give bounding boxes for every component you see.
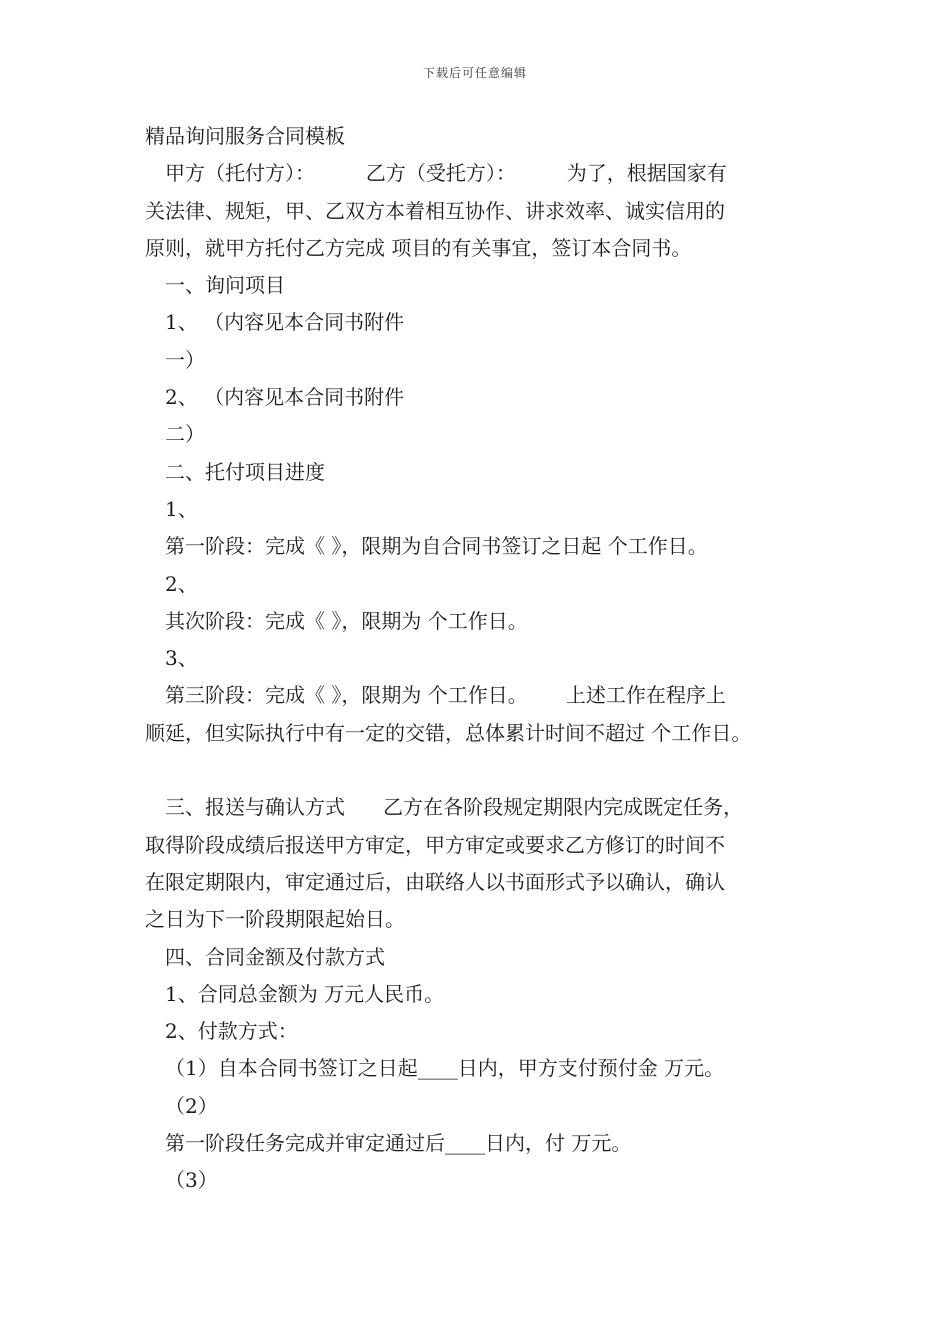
section1-heading: 一、询问项目 [165, 273, 285, 298]
section2-number-3: 3、 [165, 646, 198, 671]
document-title: 精品询问服务合同模板 [145, 124, 345, 148]
section4-payment2-text: 第一阶段任务完成并审定通过后____日内，付 万元。 [165, 1131, 632, 1156]
section4-payment2-label: （2） [165, 1093, 218, 1118]
section4-heading: 四、合同金额及付款方式 [165, 944, 385, 969]
section2-stage3-line2: 顺延，但实际执行中有一定的交错，总体累计时间不超过 个工作日。 [145, 720, 752, 745]
section1-item1-line2: 一） [165, 347, 205, 372]
section3-line3: 在限定期限内，审定通过后，由联络人以书面形式予以确认，确认 [145, 869, 725, 894]
section4-payment3-label: （3） [165, 1168, 218, 1193]
section2-stage3-line1: 第三阶段：完成《 》，限期为 个工作日。 上述工作在程序上 [165, 683, 726, 708]
intro-line-2: 关法律、规矩，甲、乙双方本着相互协作、讲求效率、诚实信用的 [145, 198, 725, 223]
intro-line-3: 原则，就甲方托付乙方完成 项目的有关事宜，签订本合同书。 [145, 235, 692, 260]
section2-heading: 二、托付项目进度 [165, 459, 325, 484]
section4-payment1: （1）自本合同书签订之日起____日内，甲方支付预付金 万元。 [165, 1056, 725, 1081]
contract-body [145, 118, 820, 1200]
section2-stage1: 第一阶段：完成《 》，限期为自合同书签订之日起 个工作日。 [165, 534, 708, 559]
page-header-note: 下载后可任意编辑 [422, 66, 527, 80]
intro-line-1: 甲方（托付方）： 乙方（受托方）： 为了，根据国家有 [165, 161, 727, 186]
section1-item2-line1: 2、 （内容见本合同书附件 [165, 385, 405, 410]
section3-line1: 三、报送与确认方式 乙方在各阶段规定期限内完成既定任务， [165, 795, 744, 820]
section1-item1-line1: 1、 （内容见本合同书附件 [165, 310, 405, 335]
section3-line2: 取得阶段成绩后报送甲方审定，甲方审定或要求乙方修订的时间不 [145, 832, 725, 857]
section2-number-1: 1、 [165, 496, 198, 521]
section2-stage2: 其次阶段：完成《 》，限期为 个工作日。 [165, 608, 528, 633]
section2-number-2: 2、 [165, 571, 198, 596]
section1-item2-line2: 二） [165, 422, 205, 447]
section4-item1: 1、合同总金额为 万元人民币。 [165, 981, 445, 1006]
section3-line4: 之日为下一阶段期限起始日。 [145, 907, 405, 932]
paragraph-gap [145, 752, 820, 789]
section4-item2: 2、付款方式： [165, 1019, 298, 1044]
